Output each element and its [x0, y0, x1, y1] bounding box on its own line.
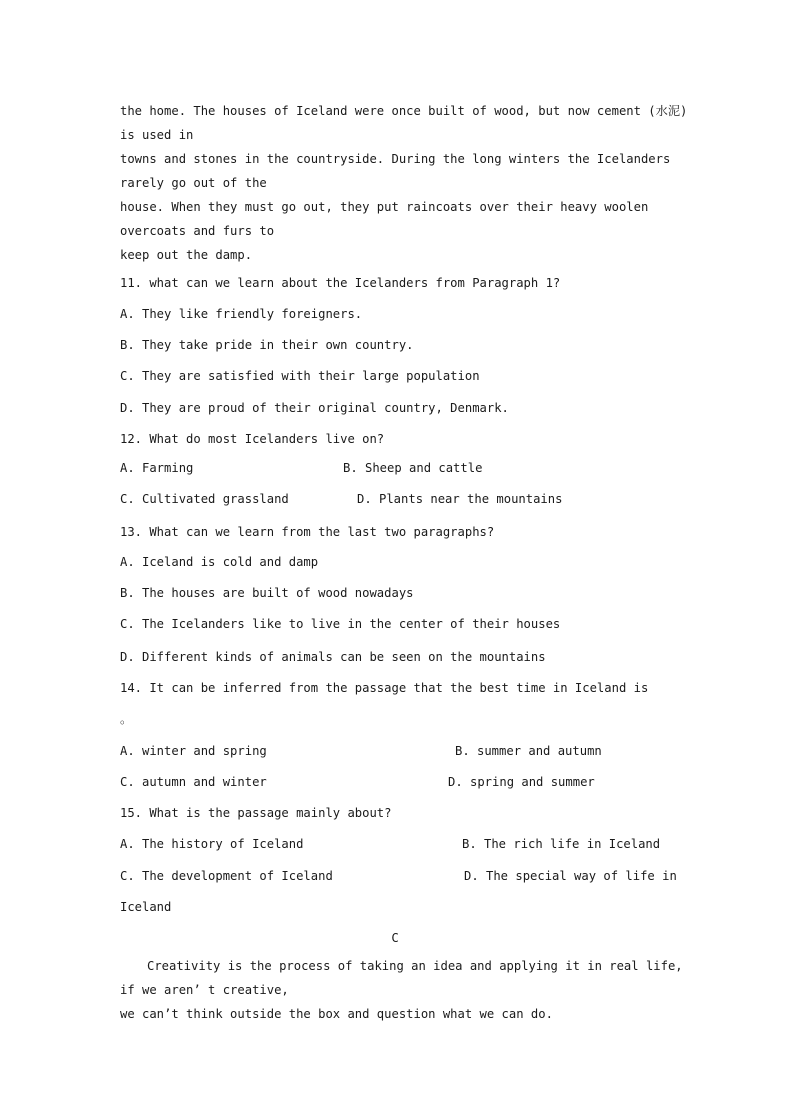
question-stem: 15. What is the passage mainly about?	[120, 806, 392, 820]
answer-option: A. winter and spring	[120, 744, 267, 758]
section-heading: C	[391, 931, 399, 945]
passage-line: rarely go out of the	[120, 176, 267, 190]
answer-option: D. They are proud of their original country, Denmark.	[120, 401, 509, 415]
passage-line: is used in	[120, 128, 194, 142]
passage-line: overcoats and furs to	[120, 224, 275, 238]
question-stem: 11. what can we learn about the Icelanders from Paragraph 1?	[120, 276, 561, 290]
question-stem: 13. What can we learn from the last two paragraphs?	[120, 525, 495, 539]
answer-option: D. Different kinds of animals can be seen on the mountains	[120, 650, 546, 664]
answer-option: A. Farming	[120, 461, 194, 475]
passage-line: we can’t think outside the box and question what we can do.	[120, 1007, 553, 1021]
question-stem: 12. What do most Icelanders live on?	[120, 432, 385, 446]
answer-option: C. They are satisfied with their large population	[120, 369, 480, 383]
answer-option: D. spring and summer	[448, 775, 595, 789]
passage-line: house. When they must go out, they put raincoats over their heavy woolen	[120, 200, 649, 214]
answer-option: A. The history of Iceland	[120, 837, 304, 851]
answer-option: B. summer and autumn	[455, 744, 602, 758]
answer-option: B. Sheep and cattle	[343, 461, 483, 475]
answer-option: C. autumn and winter	[120, 775, 267, 789]
passage-line: if we aren’ t creative,	[120, 983, 289, 997]
question-stem: 14. It can be inferred from the passage that the best time in Iceland is	[120, 681, 649, 695]
answer-option-continuation: Iceland	[120, 900, 172, 914]
answer-option: A. Iceland is cold and damp	[120, 555, 319, 569]
answer-option: C. The Icelanders like to live in the center of their houses	[120, 617, 561, 631]
question-stem-continuation: 。	[120, 712, 133, 726]
answer-option: B. The rich life in Iceland	[462, 837, 661, 851]
answer-option: C. The development of Iceland	[120, 869, 333, 883]
passage-line: keep out the damp.	[120, 248, 253, 262]
answer-option: D. Plants near the mountains	[357, 492, 563, 506]
answer-option: C. Cultivated grassland	[120, 492, 289, 506]
answer-option: B. They take pride in their own country.	[120, 338, 414, 352]
passage-line: Creativity is the process of taking an idea and applying it in real life,	[147, 959, 683, 973]
answer-option: D. The special way of life in	[464, 869, 677, 883]
passage-line: towns and stones in the countryside. During the long winters the Icelanders	[120, 152, 671, 166]
answer-option: A. They like friendly foreigners.	[120, 307, 363, 321]
passage-line: the home. The houses of Iceland were once built of wood, but now cement (水泥)	[120, 104, 688, 118]
answer-option: B. The houses are built of wood nowadays	[120, 586, 414, 600]
